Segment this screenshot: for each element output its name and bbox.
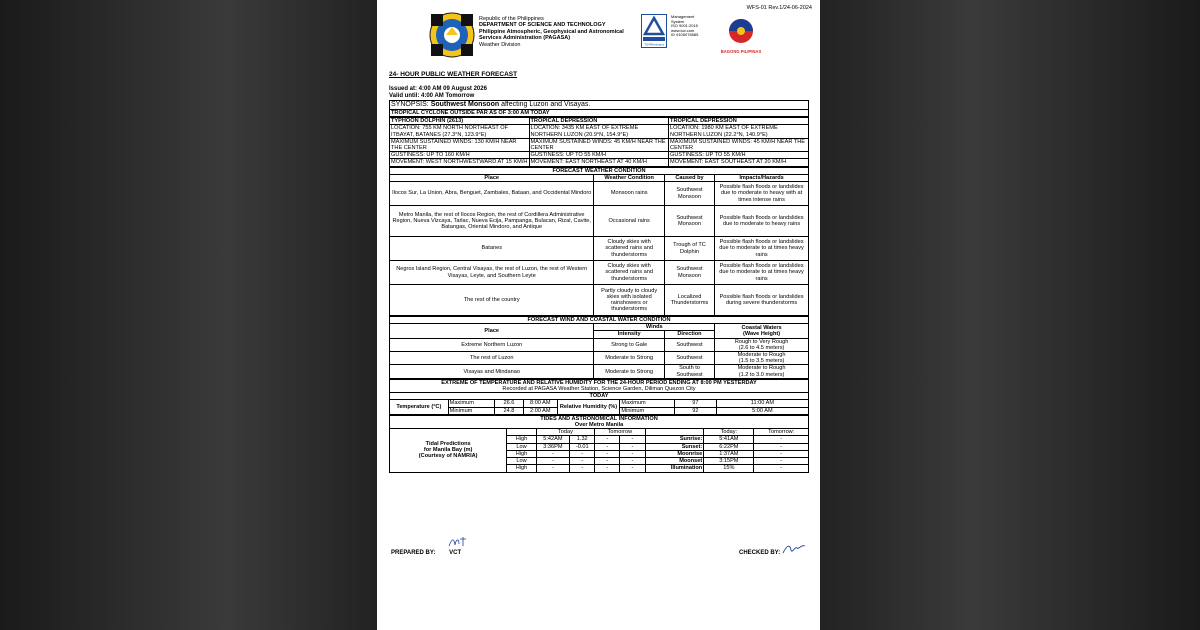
fwc-impact: Possible flash floods or landslides due to moderate to at times heavy rains <box>715 261 809 285</box>
table-row <box>390 182 809 206</box>
synopsis-system: Southwest Monsoon <box>430 101 500 108</box>
rh-min-time: 5:00 AM <box>716 407 808 414</box>
division-line: Weather Division <box>479 41 521 48</box>
fwc-col-place: Place <box>390 174 594 181</box>
table-row <box>390 206 809 237</box>
extremes-table <box>389 379 809 415</box>
forecast-wind-table <box>389 316 809 379</box>
tide-height: - <box>570 450 595 457</box>
tide-type: Low <box>507 458 536 465</box>
synopsis-label: SYNOPSIS: <box>391 101 429 108</box>
wind-intensity: Moderate to Strong <box>594 352 664 365</box>
background-right <box>820 0 1200 630</box>
temp-min-time: 2:00 AM <box>524 407 558 414</box>
fwc-condition: Occasional rains <box>594 206 664 237</box>
wind-header: FORECAST WIND AND COASTAL WATER CONDITION <box>390 317 809 324</box>
tide-time-tomorrow: - <box>595 436 620 443</box>
fwc-cause: Southwest Monsoon <box>664 182 714 206</box>
astro-value: 6:22PM <box>704 443 754 450</box>
tide-height-tomorrow: - <box>620 465 645 472</box>
tides-title: TIDES AND ASTRONOMICAL INFORMATION <box>540 415 658 422</box>
table-row <box>390 285 809 316</box>
astro-label: Sunset: <box>645 443 704 450</box>
astro-value-tomorrow: - <box>754 450 809 457</box>
iso-text <box>671 15 707 38</box>
fwc-place: Batanes <box>390 237 594 261</box>
iso-text-line: Management <box>671 14 695 19</box>
synopsis-text: affecting Luzon and Visayas. <box>501 101 591 108</box>
astro-label: Illumination <box>645 465 704 472</box>
coastal-value: Rough to Very Rough <box>734 338 789 345</box>
pagasa-line: Philippine Atmospheric, Geophysical and Astronomical <box>479 28 624 35</box>
table-row <box>390 237 809 261</box>
temp-max-time: 8:00 AM <box>524 400 558 407</box>
temp-min-value: 24.8 <box>494 407 523 414</box>
tide-time-tomorrow: - <box>595 450 620 457</box>
rh-min-value: 92 <box>674 407 716 414</box>
tide-type: High <box>507 450 536 457</box>
tc-movement: MOVEMENT: WEST NORTHWESTWARD AT 15 KM/H <box>391 159 528 166</box>
fwc-impact: Possible flash floods or landslides due to moderate to at times heavy rains <box>715 237 809 261</box>
fwc-impact: Possible flash floods or landslides due to moderate to heavy rains <box>715 206 809 237</box>
wind-col-place: Place <box>390 324 594 338</box>
tide-time-tomorrow: - <box>595 465 620 472</box>
astro-label: Moonset <box>645 458 704 465</box>
tc-gust: GUSTINESS: UP TO 55 KM/H <box>669 152 809 159</box>
fwc-condition: Cloudy skies with scattered rains and thunderstorms <box>594 237 664 261</box>
temp-label: Temperature (°C) <box>390 400 449 414</box>
astro-value-tomorrow: - <box>754 443 809 450</box>
tc-gust: GUSTINESS: UP TO 55 KM/H <box>529 152 669 159</box>
wind-intensity: Strong to Gale <box>594 338 664 351</box>
tide-type: Low <box>507 443 536 450</box>
fwc-cause: Localized Thunderstorms <box>664 285 714 316</box>
background-left <box>0 0 377 630</box>
tidal-label-3: (Courtesy of NAMRIA) <box>418 453 478 460</box>
iso-text-line: ISO 9001:2015 <box>671 23 698 29</box>
tides-today: Today <box>536 429 595 436</box>
issued-at: Issued at: 4:00 AM 09 August 2026 <box>389 86 487 92</box>
wind-direction: South to Southwest <box>664 365 714 378</box>
iso-text-line: System <box>671 18 685 24</box>
tide-height: - <box>570 458 595 465</box>
pagasa-seal-icon <box>429 12 475 58</box>
astro-label: Moonrise <box>645 450 704 457</box>
wind-place: Extreme Northern Luzon <box>390 338 594 351</box>
rh-max-label: Maximum <box>620 400 674 407</box>
temp-max-label: Maximum <box>448 400 494 407</box>
fwc-place: Negros Island Region, Central Visayas, the rest of Luzon, the rest of Western Visayas, Leyte, and Southern Leyte <box>390 261 594 285</box>
fwc-condition: Monsoon rains <box>594 182 664 206</box>
prepared-signature <box>449 550 461 556</box>
wind-col-direction: Direction <box>664 331 714 338</box>
tide-time-tomorrow: - <box>595 458 620 465</box>
wave-value: (2.6 to 4.5 meters) <box>738 344 785 351</box>
signature-icon <box>447 536 469 550</box>
wave-label: (Wave Height) <box>743 330 781 337</box>
tide-height-tomorrow: - <box>620 436 645 443</box>
table-row <box>390 261 809 285</box>
agency-block <box>479 16 644 48</box>
wind-place: Visayas and Mindanao <box>390 365 594 378</box>
fwc-impact: Possible flash floods or landslides due to moderate to heavy with at times intense rains <box>715 182 809 206</box>
tide-height-tomorrow: - <box>620 443 645 450</box>
wave-value: (1.5 to 3.5 meters) <box>738 358 785 365</box>
tc-winds: MAXIMUM SUSTAINED WINDS: 45 KM/H NEAR THE CENTER <box>529 138 669 151</box>
fwc-header: FORECAST WEATHER CONDITION <box>390 167 809 174</box>
tide-height-tomorrow: - <box>620 458 645 465</box>
wind-col-coastal <box>715 324 809 338</box>
tides-header <box>390 415 809 428</box>
tc-name: TYPHOON DOLPHIN (2613) <box>390 118 530 125</box>
table-row <box>390 338 809 351</box>
tc-name: TROPICAL DEPRESSION <box>529 118 669 125</box>
wind-col-intensity: Intensity <box>594 331 664 338</box>
astro-value-tomorrow: - <box>754 436 809 443</box>
tc-location: LOCATION: 1980 KM EAST OF EXTREME NORTHERN LUZON (22.2°N, 140.9°E) <box>669 125 809 138</box>
prepared-label: PREPARED BY: <box>391 550 436 556</box>
tide-time: 3:36PM <box>536 443 570 450</box>
fwc-impact: Possible flash floods or landslides during severe thunderstorms <box>715 285 809 316</box>
temp-max-value: 26.6 <box>494 400 523 407</box>
blank-cell <box>507 429 536 436</box>
tide-time: 5:42AM <box>536 436 570 443</box>
tide-time: - <box>536 458 570 465</box>
tc-gust: GUSTINESS: UP TO 160 KM/H <box>390 152 530 159</box>
prepared-by <box>391 550 461 556</box>
tc-movement: MOVEMENT: EAST SOUTHEAST AT 20 KM/H <box>669 159 809 166</box>
tidal-label-2: for Manila Bay (m) <box>423 447 473 454</box>
bagong-pilipinas-logo-icon <box>719 16 763 56</box>
iso-text-line: ID 9105076585 <box>671 32 699 38</box>
astro-label: Sunrise: <box>645 436 704 443</box>
page-title: 24- HOUR PUBLIC WEATHER FORECAST <box>389 71 518 78</box>
tc-winds: MAXIMUM SUSTAINED WINDS: 130 KM/H NEAR THE CENTER <box>390 138 530 151</box>
tc-location: LOCATION: 755 KM NORTH NORTHEAST OF ITBAYAT, BATANES (27.3°N, 123.9°E) <box>390 125 530 138</box>
extreme-title: EXTREME OF TEMPERATURE AND RELATIVE HUMIDITY FOR THE 24-HOUR PERIOD ENDING AT 8:00 PM YESTERDAY <box>441 379 757 386</box>
dost-line: DEPARTMENT OF SCIENCE AND TECHNOLOGY <box>479 22 606 29</box>
wind-direction: Southwest <box>664 338 714 351</box>
fwc-col-impacts: Impacts/Hazards <box>715 174 809 181</box>
tide-height: - <box>570 465 595 472</box>
astro-tomorrow: Tomorrow: <box>754 429 809 436</box>
coastal-value: Moderate to Rough <box>737 365 786 372</box>
tuv-certification-icon <box>641 14 667 48</box>
astro-value: 3:15PM <box>704 458 754 465</box>
tide-time: - <box>536 465 570 472</box>
tide-time: - <box>536 450 570 457</box>
tides-tomorrow: Tomorrow <box>595 429 645 436</box>
fwc-col-cause: Caused by <box>664 174 714 181</box>
tc-location: LOCATION: 3435 KM EAST OF EXTREME NORTHERN LUZON (20.9°N, 154.9°E) <box>529 125 669 138</box>
prepared-name: VCT <box>449 550 462 556</box>
rh-min-label: Minimum <box>620 407 674 414</box>
tidal-label <box>390 429 507 472</box>
tc-name: TROPICAL DEPRESSION <box>669 118 809 125</box>
wind-intensity: Moderate to Strong <box>594 365 664 378</box>
checked-label: CHECKED BY: <box>739 550 781 556</box>
synopsis <box>390 101 809 110</box>
temp-min-label: Minimum <box>448 407 494 414</box>
issued-block <box>389 86 809 100</box>
table-row <box>390 365 809 378</box>
tide-type: High <box>507 436 536 443</box>
astro-value: 5:41AM <box>704 436 754 443</box>
astro-value: 1:37AM <box>704 450 754 457</box>
wind-col-winds: Winds <box>594 324 715 331</box>
letterhead <box>429 12 762 62</box>
fwc-place: The rest of the country <box>390 285 594 316</box>
synopsis-table <box>389 100 809 117</box>
today-header: TODAY <box>390 393 809 400</box>
rh-label: Relative Humidity (%) <box>557 400 620 414</box>
coastal-value: Moderate to Rough <box>737 352 786 359</box>
rh-max-time: 11:00 AM <box>716 400 808 407</box>
forecast-weather-table <box>389 167 809 316</box>
tide-height: 1.32 <box>570 436 595 443</box>
rh-max-value: 97 <box>674 400 716 407</box>
tuv-mark: TÜVRheinland <box>644 42 664 47</box>
doc-code: WFS-01 Rev.1/24-06-2024 <box>746 5 812 11</box>
tc-header: TROPICAL CYCLONE OUTSIDE PAR AS OF 3:00 AM TODAY <box>390 110 809 117</box>
wind-coastal <box>715 338 809 351</box>
astro-value: 15% <box>704 465 754 472</box>
extreme-subtitle: Recorded at PAGASA Weather Station, Science Garden, Diliman Quezon City <box>502 386 696 393</box>
signature-icon <box>781 542 807 556</box>
tc-movement: MOVEMENT: EAST NORTHEAST AT 40 KM/H <box>529 159 669 166</box>
fwc-cause: Trough of TC Dolphin <box>664 237 714 261</box>
fwc-cause: Southwest Monsoon <box>664 261 714 285</box>
valid-until: Valid until: 4:00 AM Tomorrow <box>389 93 475 99</box>
astro-value-tomorrow: - <box>754 465 809 472</box>
forecast-content <box>389 71 809 473</box>
table-row <box>390 352 809 365</box>
wind-direction: Southwest <box>664 352 714 365</box>
republic-line: Republic of the Philippines <box>479 16 544 22</box>
tc-winds: MAXIMUM SUSTAINED WINDS: 45 KM/H NEAR THE CENTER <box>669 138 809 151</box>
tide-height-tomorrow: - <box>620 450 645 457</box>
iso-text-line: www.tuv.com <box>671 27 695 33</box>
tidal-label-1: Tidal Predictions <box>425 441 471 448</box>
coastal-label: Coastal Waters <box>741 324 782 331</box>
tides-subtitle: Over Metro Manila <box>574 422 624 429</box>
checked-by <box>739 550 780 556</box>
bagong-pilipinas-text: BAGONG PILIPINAS <box>720 49 762 54</box>
wave-value: (1.2 to 3.0 meters) <box>738 371 785 378</box>
wind-coastal <box>715 365 809 378</box>
blank-cell <box>645 429 704 436</box>
wind-place: The rest of Luzon <box>390 352 594 365</box>
fwc-condition: Partly cloudy to cloudy skies with isolated rainshowers or thunderstorms <box>594 285 664 316</box>
forecast-document <box>377 0 820 630</box>
astro-today: Today: <box>704 429 754 436</box>
fwc-cause: Southwest Monsoon <box>664 206 714 237</box>
fwc-col-condition: Weather Condition <box>594 174 664 181</box>
fwc-condition: Cloudy skies with scattered rains and thunderstorms <box>594 261 664 285</box>
tides-table <box>389 415 809 473</box>
pagasa-line-2: Services Administration (PAGASA) <box>479 35 571 42</box>
tide-time-tomorrow: - <box>595 443 620 450</box>
astro-value-tomorrow: - <box>754 458 809 465</box>
tropical-cyclone-table <box>389 117 809 166</box>
extreme-header <box>390 379 809 392</box>
tide-type: High <box>507 465 536 472</box>
tide-height: -0.01 <box>570 443 595 450</box>
wind-coastal <box>715 352 809 365</box>
fwc-place: Ilocos Sur, La Union, Abra, Benguet, Zambales, Bataan, and Occidental Mindoro <box>390 182 594 206</box>
fwc-place: Metro Manila, the rest of Ilocos Region, the rest of Cordillera Administrative Region, Nueva Vizcaya, Tarlac, Nueva Ecija, Pampanga, Bulacan, Rizal, Cavite, Batangas, Oriental Mindoro, and Antique <box>390 206 594 237</box>
